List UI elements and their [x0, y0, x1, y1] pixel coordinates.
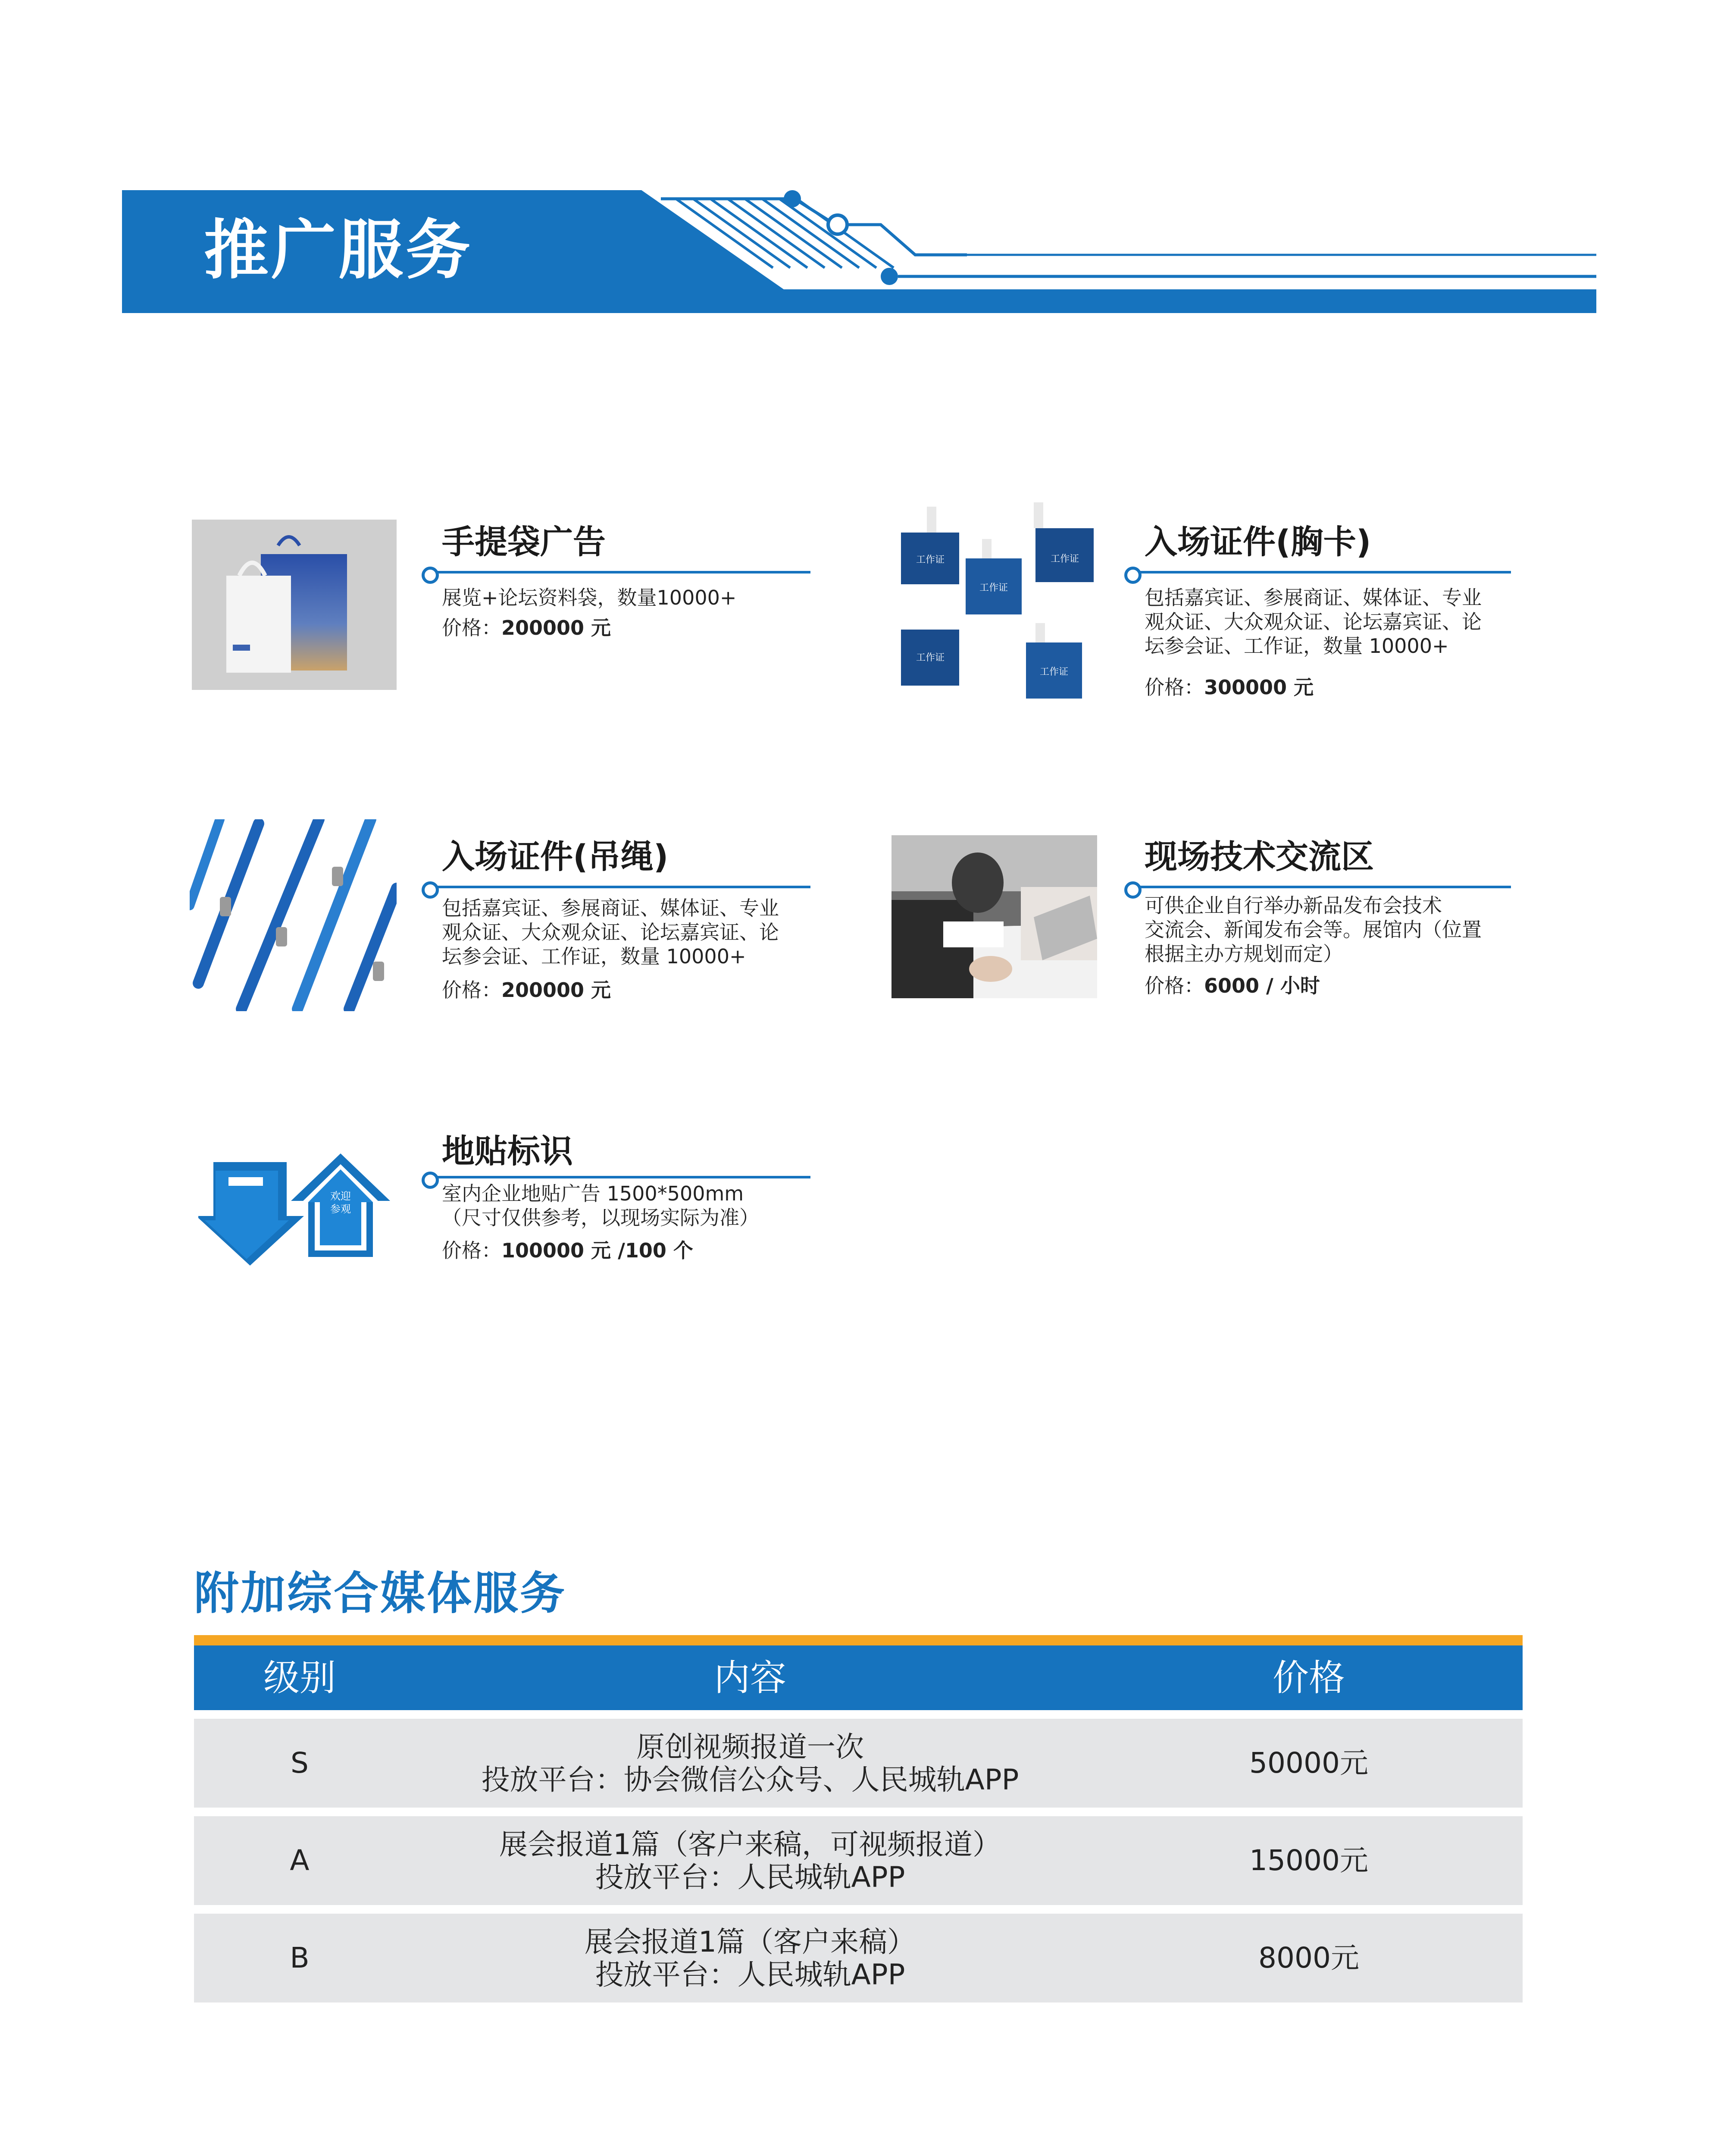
media-section-title: 附加综合媒体服务 [194, 1567, 567, 1620]
service-price: 价格：6000 / 小时 [1145, 974, 1320, 997]
table-header [194, 1645, 1523, 1710]
service-desc: 室内企业地贴广告 1500*500mm [442, 1182, 744, 1205]
service-price: 价格：100000 元 /100 个 [442, 1239, 693, 1262]
service-desc: 观众证、大众观众证、论坛嘉宾证、论 [1145, 610, 1482, 633]
header-level: 级别 [263, 1657, 336, 1699]
divider-line [431, 1176, 810, 1178]
divider-dot [422, 1172, 439, 1189]
service-desc: 坛参会证、工作证，数量 10000+ [1145, 634, 1449, 658]
service-title: 入场证件(吊绳) [442, 837, 669, 876]
row-price: 8000元 [1258, 1941, 1359, 1974]
header-content: 内容 [713, 1657, 786, 1699]
divider-dot [422, 567, 439, 584]
table-accent-bar [194, 1635, 1523, 1645]
divider-dot [1124, 881, 1142, 899]
service-desc: （尺寸仅供参考，以现场实际为准） [442, 1206, 759, 1229]
service-price: 价格：200000 元 [442, 978, 611, 1002]
service-desc: 包括嘉宾证、参展商证、媒体证、专业 [1145, 586, 1482, 609]
service-desc: 可供企业自行举办新品发布会技术 [1145, 894, 1442, 917]
table-row [194, 1914, 1523, 2002]
service-price: 价格：200000 元 [442, 616, 611, 639]
meeting-photo-icon [891, 835, 1097, 998]
service-title: 地贴标识 [442, 1132, 573, 1170]
divider-dot [1124, 567, 1142, 584]
row-price: 50000元 [1249, 1746, 1368, 1780]
row-level: B [290, 1941, 310, 1974]
service-desc: 根据主办方规划而定） [1145, 942, 1343, 965]
divider-line [1134, 886, 1511, 888]
row-level: A [290, 1844, 310, 1877]
lanyard-icon [190, 819, 397, 1011]
header-price: 价格 [1272, 1657, 1345, 1699]
svg-text:工作证: 工作证 [916, 652, 945, 663]
service-desc: 交流会、新闻发布会等。展馆内（位置 [1145, 918, 1482, 941]
divider-dot [422, 881, 439, 899]
service-desc: 展览+论坛资料袋，数量10000+ [442, 586, 737, 609]
divider-line [431, 886, 810, 888]
floor-arrow-icon [198, 1151, 392, 1268]
service-title: 入场证件(胸卡) [1145, 523, 1371, 561]
divider-line [1134, 571, 1511, 573]
service-desc: 包括嘉宾证、参展商证、媒体证、专业 [442, 896, 779, 920]
service-price: 价格：300000 元 [1145, 676, 1314, 699]
service-desc: 观众证、大众观众证、论坛嘉宾证、论 [442, 921, 779, 944]
section-banner [122, 190, 1596, 313]
row-level: S [291, 1746, 309, 1780]
svg-text:参观: 参观 [330, 1203, 351, 1215]
svg-text:工作证: 工作证 [979, 583, 1008, 593]
row-price: 15000元 [1249, 1844, 1368, 1877]
row-content: 展会报道1篇（客户来稿，可视频报道） 投放平台：人民城轨APP [499, 1828, 1001, 1894]
svg-text:工作证: 工作证 [1050, 554, 1079, 564]
table-row [194, 1816, 1523, 1905]
paper-bag-icon [192, 520, 397, 690]
service-title: 手提袋广告 [442, 523, 606, 561]
badge-card-icon [897, 502, 1104, 701]
service-title: 现场技术交流区 [1145, 837, 1374, 876]
svg-text:欢迎: 欢迎 [330, 1190, 351, 1202]
svg-text:工作证: 工作证 [1039, 667, 1069, 677]
table-row [194, 1719, 1523, 1808]
row-content: 展会报道1篇（客户来稿） 投放平台：人民城轨APP [585, 1925, 916, 1991]
row-content: 原创视频报道一次 投放平台：协会微信公众号、人民城轨APP [481, 1730, 1019, 1796]
page-title: 推广服务 [204, 213, 473, 288]
service-desc: 坛参会证、工作证，数量 10000+ [442, 945, 746, 968]
divider-line [431, 571, 810, 573]
svg-text:工作证: 工作证 [916, 555, 945, 565]
